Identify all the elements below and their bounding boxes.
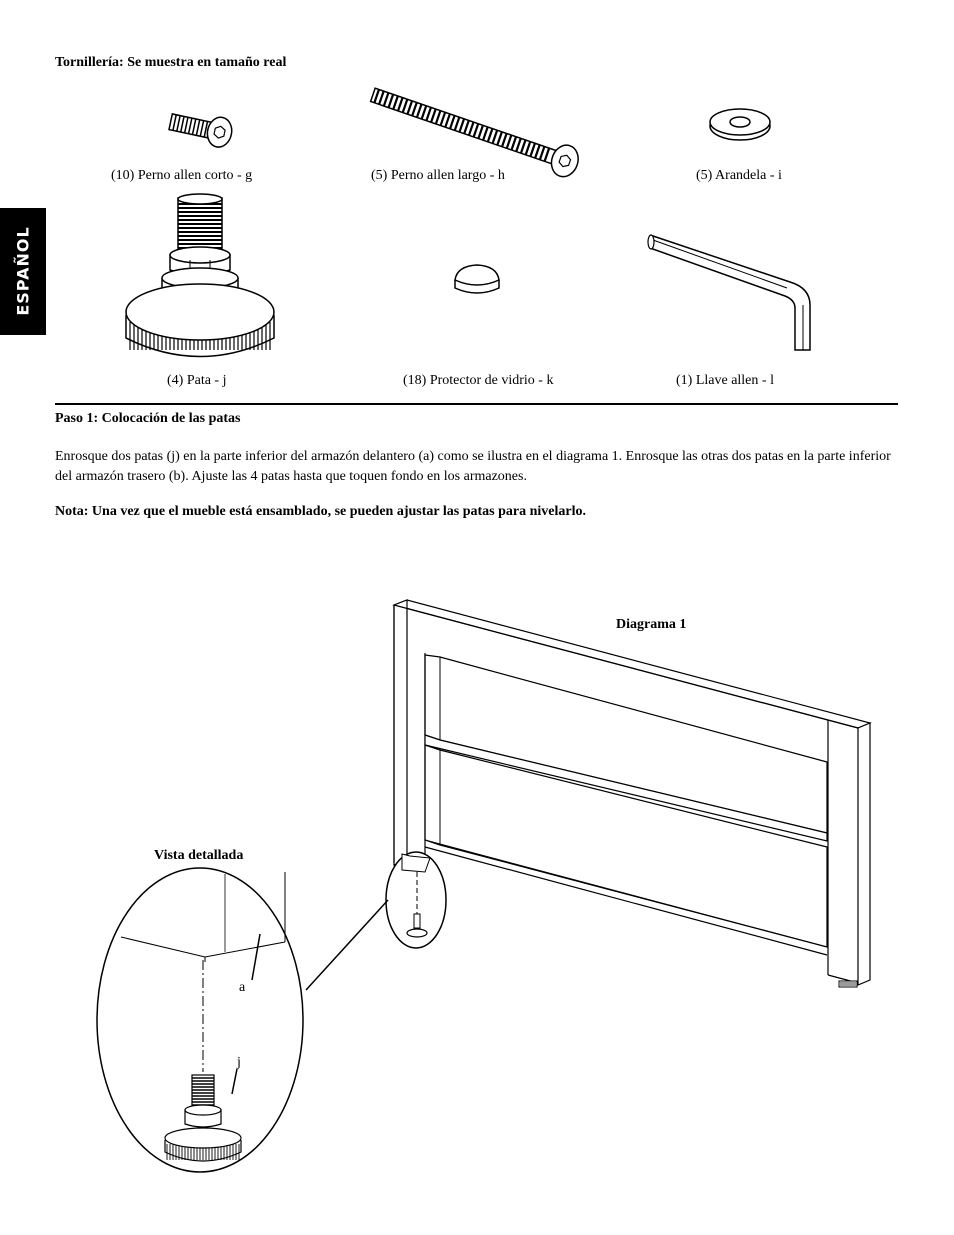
- glass-protector-icon: [450, 262, 505, 300]
- language-tab: [0, 208, 46, 335]
- long-allen-bolt-icon: [365, 85, 595, 175]
- label-a: a: [239, 980, 246, 995]
- caption-long-allen-bolt: (5) Perno allen largo - h: [371, 168, 505, 183]
- allen-key-icon: [645, 230, 820, 360]
- hardware-heading: Tornillería: Se muestra en tamaño real: [55, 55, 287, 70]
- language-tab-label: ESPAÑOL: [13, 226, 33, 316]
- caption-short-allen-bolt: (10) Perno allen corto - g: [111, 168, 253, 183]
- caption-glass-protector: (18) Protector de vidrio - k: [403, 373, 554, 388]
- label-j: j: [237, 1055, 241, 1070]
- step1-note: Nota: Una vez que el mueble está ensamblado, se pueden ajustar las patas para nivelarlo.: [55, 504, 586, 519]
- detail-view-title: Vista detallada: [154, 848, 244, 863]
- caption-allen-key: (1) Llave allen - l: [676, 373, 774, 388]
- diagram-title: Diagrama 1: [616, 617, 687, 632]
- leveling-leg-icon: [120, 190, 285, 370]
- callout-circle: [300, 850, 460, 1000]
- step1-instructions: Enrosque dos patas (j) en la parte inferior del armazón delantero (a) como se ilustra en el diagrama 1. Enrosque las otras dos patas en la parte inferior del armazón trasero (b). Ajuste las 4 patas hasta que toquen fondo en los armazones.: [55, 449, 891, 484]
- section-divider: [55, 403, 898, 405]
- caption-leveling-leg: (4) Pata - j: [167, 373, 227, 388]
- detail-view-circle: [95, 862, 315, 1182]
- washer-icon: [705, 105, 775, 145]
- short-allen-bolt-icon: [160, 100, 240, 160]
- caption-washer: (5) Arandela - i: [696, 168, 782, 183]
- step1-heading: Paso 1: Colocación de las patas: [55, 411, 241, 426]
